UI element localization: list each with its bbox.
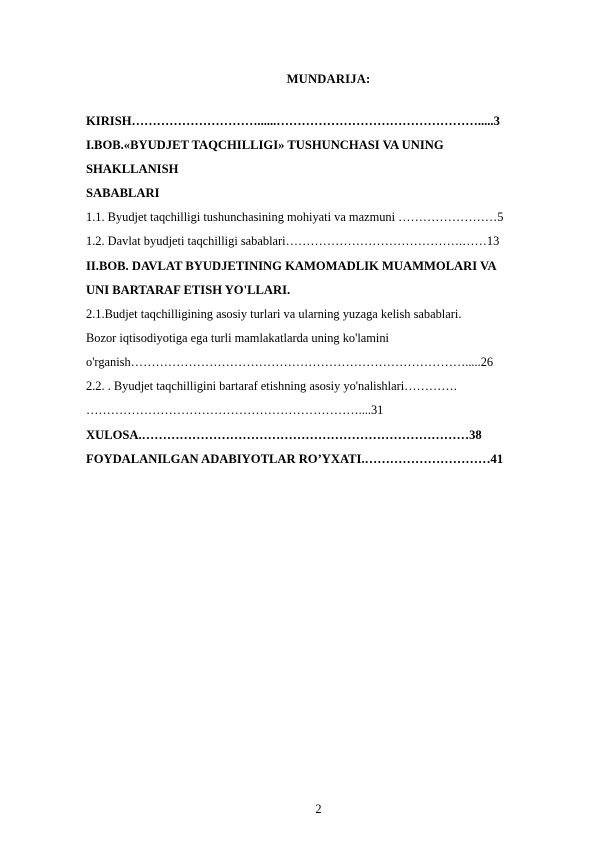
toc-entry-xulosa: XULOSA.……………………………………………………………………38	[86, 428, 482, 442]
toc-entry-chapter2-line2: UNI BARTARAF ETISH YO'LLARI.	[86, 283, 291, 297]
toc-entry-adabiyotlar: FOYDALANILGAN ADABIYOTLAR RO’YXATI.…………………………41	[86, 452, 504, 466]
toc-entry-2-1-line2: Bozor iqtisodiyotiga ega turli mamlakatlarda uning ko'lamini	[86, 331, 389, 345]
page-number: 2	[315, 802, 322, 816]
toc-entry-2-2-line2: …………………………………………………………....31	[86, 403, 384, 417]
toc-entry-chapter2-line1: II.BOB. DAVLAT BYUDJETINING KAMOMADLIK MUAMMOLARI VA	[86, 259, 497, 273]
toc-entry-1-1: 1.1. Byudjet taqchilligi tushunchasining mohiyati va mazmuni ……………………5	[86, 210, 504, 224]
toc-entry-chapter1-line2: SHAKLLANISH	[86, 162, 179, 176]
page-title: MUNDARIJA:	[286, 72, 371, 86]
toc-entry-2-1-line1: 2.1.Budjet taqchilligining asosiy turlari va ularning yuzaga kelish sabablari.	[86, 307, 462, 321]
toc-entry-kirish: KIRISH…………………………......………………………………………….....3	[86, 114, 500, 128]
toc-entry-2-2-line1: 2.2. . Byudjet taqchilligini bartaraf etishning asosiy yo'nalishlari………….	[86, 379, 457, 393]
toc-entry-1-2: 1.2. Davlat byudjeti taqchilligi sabablari…………………………………….……13	[86, 234, 500, 248]
toc-entry-chapter1-line1: I.BOB.«BYUDJET TAQCHILLIGI» TUSHUNCHASI VA UNING	[86, 138, 444, 152]
toc-entry-2-1-line3: o'rganish……………………………………………………………………….....26	[86, 355, 494, 369]
toc-entry-chapter1-line3: SABABLARI	[86, 186, 160, 200]
